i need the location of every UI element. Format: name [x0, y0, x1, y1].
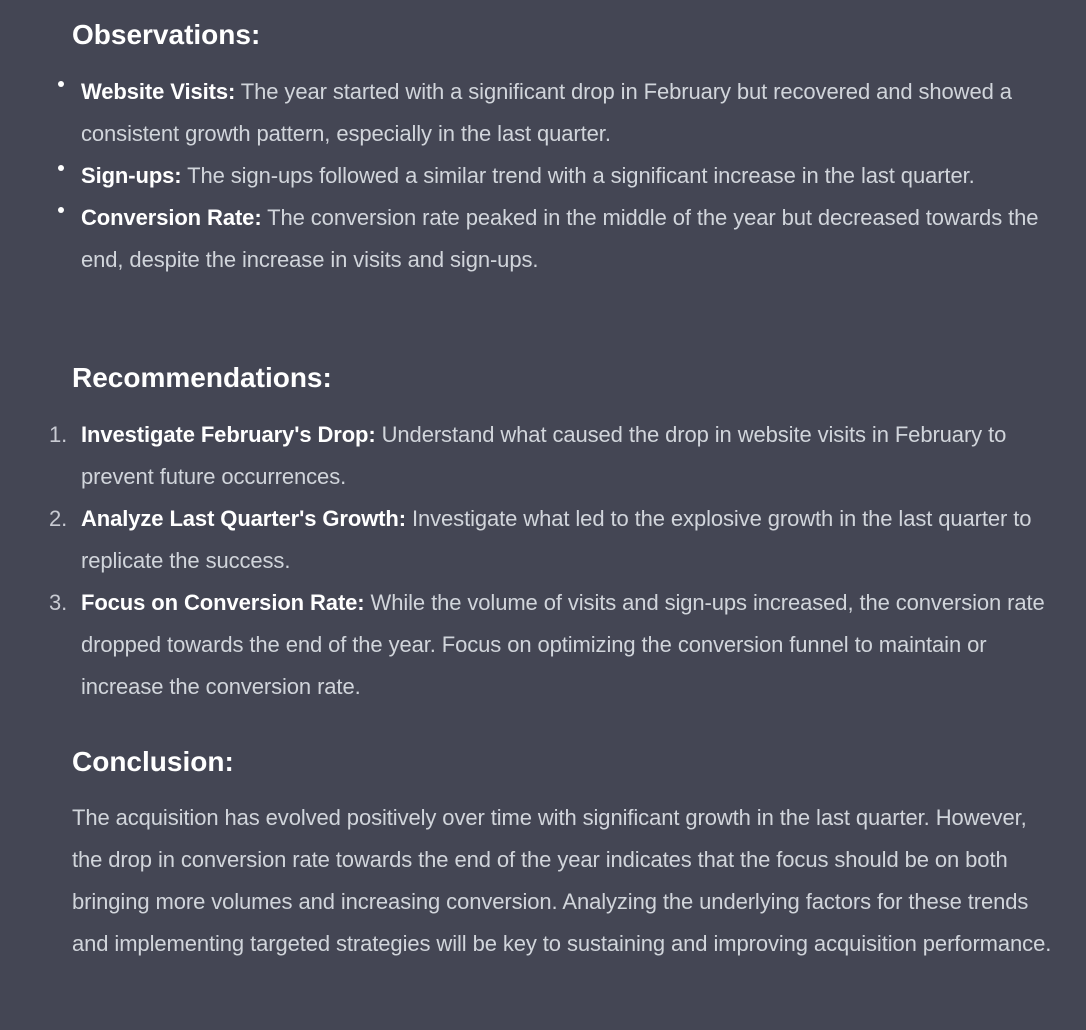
observation-item-conversion-rate [81, 197, 1066, 281]
list-number: 1. [49, 422, 68, 447]
bullet-icon [58, 81, 64, 87]
recommendation-item-conversion-rate [49, 582, 1066, 708]
list-number: 2. [49, 506, 68, 531]
recommendation-text: Investigate what led to the explosive growth in the last quarter to replicate the success. [81, 506, 1032, 573]
recommendations-heading: Recommendations: [72, 362, 332, 393]
recommendation-text: While the volume of visits and sign-ups increased, the conversion rate dropped towards the end of the year. Focus on optimizing the conversion funnel to maintain or increase the conversion rate. [81, 590, 1045, 699]
observation-text: The sign-ups followed a similar trend with a significant increase in the last quarter. [181, 163, 975, 188]
observation-item-website-visits [81, 71, 1066, 155]
bullet-icon [58, 165, 64, 171]
conclusion-heading: Conclusion: [72, 746, 234, 777]
observation-label: Website Visits: [81, 79, 236, 104]
observation-text: The year started with a significant drop in February but recovered and showed a consistent growth pattern, especially in the last quarter. [81, 79, 1012, 146]
observations-heading: Observations: [72, 19, 261, 50]
list-number: 3. [49, 590, 68, 615]
bullet-icon [58, 207, 64, 213]
recommendation-label: Investigate February's Drop: [81, 422, 376, 447]
recommendation-item-analyze-growth [49, 498, 1066, 582]
observation-label: Sign-ups: [81, 163, 182, 188]
recommendation-label: Analyze Last Quarter's Growth: [81, 506, 406, 531]
observation-item-sign-ups [81, 155, 1066, 197]
conclusion-paragraph: The acquisition has evolved positively over time with significant growth in the last quarter. However, the drop in conversion rate towards the end of the year indicates that the focus should be on both bringing more volumes and increasing conversion. Analyzing the underlying factors for these trends and implementing targeted strategies will be key to sustaining and improving acquisition performance. [72, 805, 1052, 956]
recommendations-list [49, 414, 1066, 708]
observation-label: Conversion Rate: [81, 205, 262, 230]
observations-list [81, 71, 1066, 281]
observation-text: The conversion rate peaked in the middle of the year but decreased towards the end, despite the increase in visits and sign-ups. [81, 205, 1039, 272]
recommendation-label: Focus on Conversion Rate: [81, 590, 365, 615]
recommendation-item-investigate-february [49, 414, 1066, 498]
recommendation-text: Understand what caused the drop in website visits in February to prevent future occurrences. [81, 422, 1007, 489]
